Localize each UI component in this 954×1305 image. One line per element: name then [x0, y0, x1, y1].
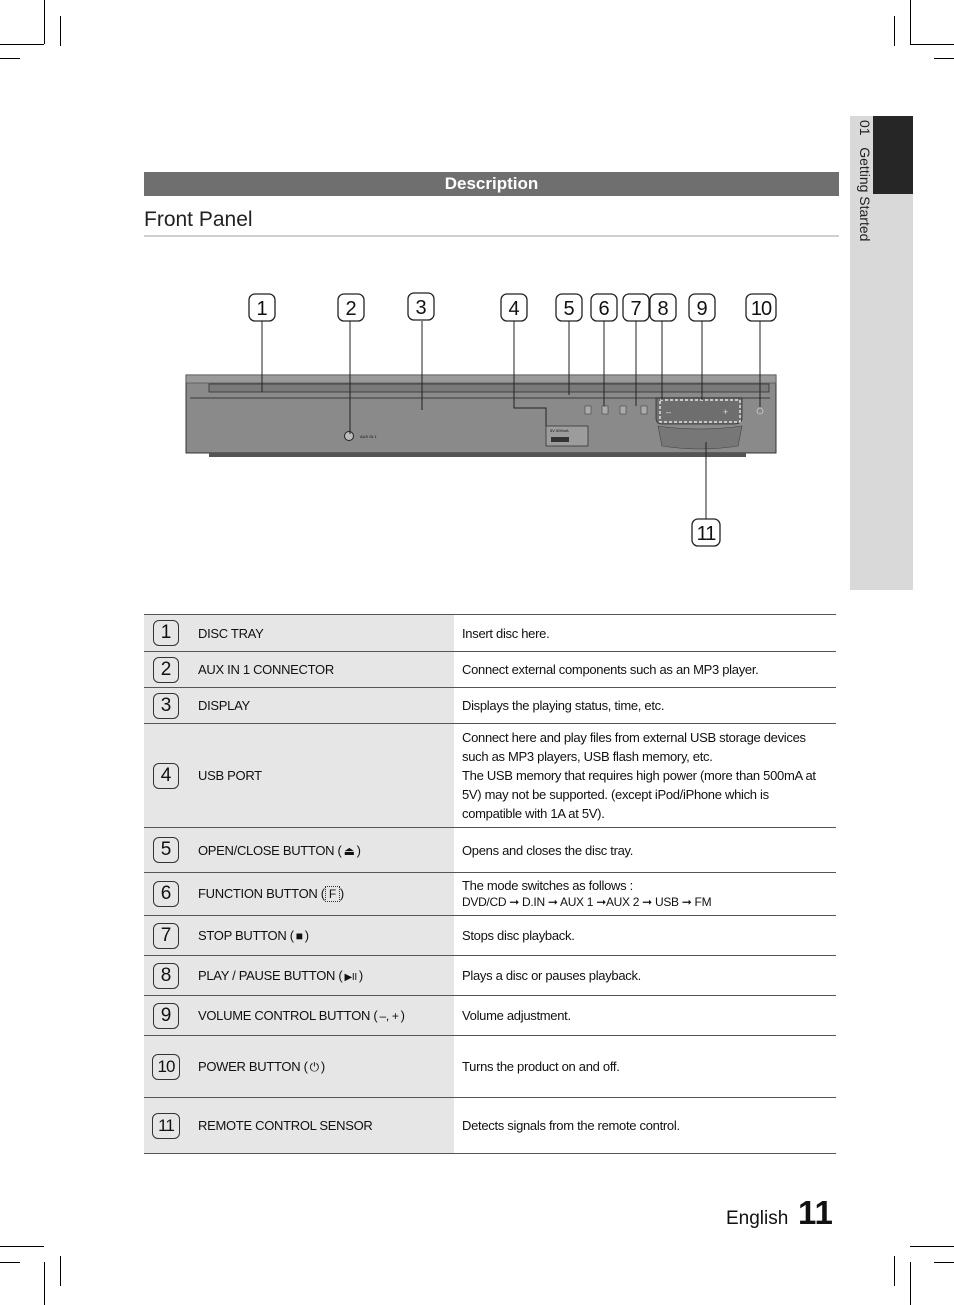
- volume-icon: –, +: [379, 1009, 399, 1023]
- component-description: Insert disc here.: [462, 625, 550, 641]
- usb-port-label: 5V 500mA: [550, 428, 569, 433]
- row-number: 10: [152, 1054, 180, 1080]
- name-suffix: ): [358, 968, 363, 983]
- component-name: PLAY / PAUSE BUTTON (: [198, 968, 343, 983]
- eject-icon: ⏏: [343, 843, 355, 858]
- disc-tray-slot: [209, 384, 769, 392]
- table-row: [144, 652, 836, 688]
- table-row: [144, 828, 836, 873]
- crop-mark: [894, 1256, 895, 1286]
- table-row: [144, 1036, 836, 1098]
- table-row: [144, 916, 836, 956]
- table-row: [144, 615, 836, 652]
- component-table: [144, 614, 836, 1154]
- callout-8: 8: [657, 298, 669, 320]
- crop-mark: [44, 1262, 45, 1305]
- component-name: STOP BUTTON (: [198, 928, 294, 943]
- callout-9: 9: [696, 298, 708, 320]
- callout-3: 3: [415, 297, 427, 319]
- remote-sensor-window: [658, 426, 742, 449]
- row-number: 9: [153, 1003, 179, 1029]
- table-row: [144, 873, 836, 916]
- usb-slot: [551, 437, 569, 442]
- row-number: 1: [153, 620, 179, 646]
- power-icon: ⏻: [309, 1059, 319, 1074]
- eject-button: [585, 406, 591, 414]
- row-number: 5: [153, 837, 179, 863]
- table-row: [144, 1098, 836, 1154]
- section-header: Description: [144, 172, 839, 196]
- crop-mark: [910, 1246, 954, 1247]
- table-row: [144, 996, 836, 1036]
- component-description: Detects signals from the remote control.: [462, 1118, 680, 1133]
- page-title: Front Panel: [144, 208, 253, 231]
- mode-sequence: DVD/CD ➞ D.IN ➞ AUX 1 ➞AUX 2 ➞ USB ➞ FM: [462, 895, 712, 909]
- row-number: 7: [153, 923, 179, 949]
- row-number: 6: [153, 881, 179, 907]
- crop-mark: [60, 1256, 61, 1286]
- row-number: 3: [153, 693, 179, 719]
- component-description: Volume adjustment.: [462, 1008, 571, 1023]
- chapter-number: 01: [857, 120, 873, 136]
- page-number: 11: [798, 1194, 833, 1231]
- table-row: [144, 956, 836, 996]
- component-name: OPEN/CLOSE BUTTON (: [198, 842, 342, 858]
- component-name: VOLUME CONTROL BUTTON (: [198, 1008, 378, 1023]
- callout-5: 5: [563, 298, 575, 320]
- component-description-note: The USB memory that requires high power (more than 500mA at 5V) may not be supported. (except iPod/iPhone which is compatible with 1A at 5V).: [462, 768, 816, 821]
- play-pause-button: [641, 406, 647, 414]
- callout-10: 10: [750, 298, 772, 320]
- crop-mark: [0, 1246, 44, 1247]
- callout-2: 2: [345, 298, 357, 320]
- callout-1: 1: [256, 298, 268, 320]
- component-name: FUNCTION BUTTON (: [198, 886, 325, 901]
- name-suffix: ): [304, 928, 309, 943]
- stop-icon: ■: [295, 929, 303, 943]
- component-description: The mode switches as follows :: [462, 878, 633, 893]
- name-suffix: ): [320, 1058, 325, 1074]
- component-description: Connect external components such as an MP3 player.: [462, 662, 759, 677]
- table-row: [144, 724, 836, 828]
- function-icon: F: [325, 886, 340, 902]
- chapter-title: Getting Started: [857, 147, 873, 242]
- row-number: 8: [153, 963, 179, 989]
- component-description: Opens and closes the disc tray.: [462, 842, 634, 858]
- component-name: POWER BUTTON (: [198, 1058, 308, 1074]
- component-description: Displays the playing status, time, etc.: [462, 698, 665, 713]
- component-description: Plays a disc or pauses playback.: [462, 968, 641, 983]
- component-name: AUX IN 1 CONNECTOR: [188, 652, 454, 688]
- name-suffix: ): [400, 1008, 405, 1023]
- footer-language: English: [726, 1208, 789, 1229]
- component-name: REMOTE CONTROL SENSOR: [188, 1098, 454, 1154]
- volume-minus-mark: –: [666, 407, 672, 417]
- function-button: [602, 406, 608, 414]
- unit-top-strip: [186, 375, 776, 383]
- front-panel-diagram: [0, 0, 954, 600]
- aux-connector: [345, 432, 354, 441]
- component-description: Stops disc playback.: [462, 928, 575, 943]
- component-description: Connect here and play files from external USB storage devices such as MP3 players, USB flash memory, etc.: [462, 730, 806, 764]
- component-name: DISC TRAY: [188, 615, 454, 652]
- component-name: USB PORT: [188, 724, 454, 828]
- stop-button: [620, 406, 626, 414]
- aux-connector-label: AUX IN 1: [360, 434, 377, 439]
- callout-7: 7: [630, 298, 642, 320]
- component-description: Turns the product on and off.: [462, 1059, 620, 1074]
- name-suffix: ): [356, 842, 361, 858]
- row-number: 11: [152, 1113, 180, 1139]
- play-pause-icon: ▶II: [344, 972, 357, 983]
- table-row: [144, 688, 836, 724]
- row-number: 4: [153, 763, 179, 789]
- callout-4: 4: [508, 298, 520, 320]
- unit-base: [209, 453, 746, 457]
- component-name: DISPLAY: [188, 688, 454, 724]
- callout-6: 6: [598, 298, 610, 320]
- name-suffix: ): [339, 886, 344, 901]
- row-number: 2: [153, 657, 179, 683]
- callout-11: 11: [696, 523, 716, 545]
- crop-mark: [910, 1262, 911, 1305]
- crop-mark: [0, 1262, 20, 1263]
- crop-mark: [934, 1262, 954, 1263]
- volume-plus-mark: +: [723, 407, 729, 417]
